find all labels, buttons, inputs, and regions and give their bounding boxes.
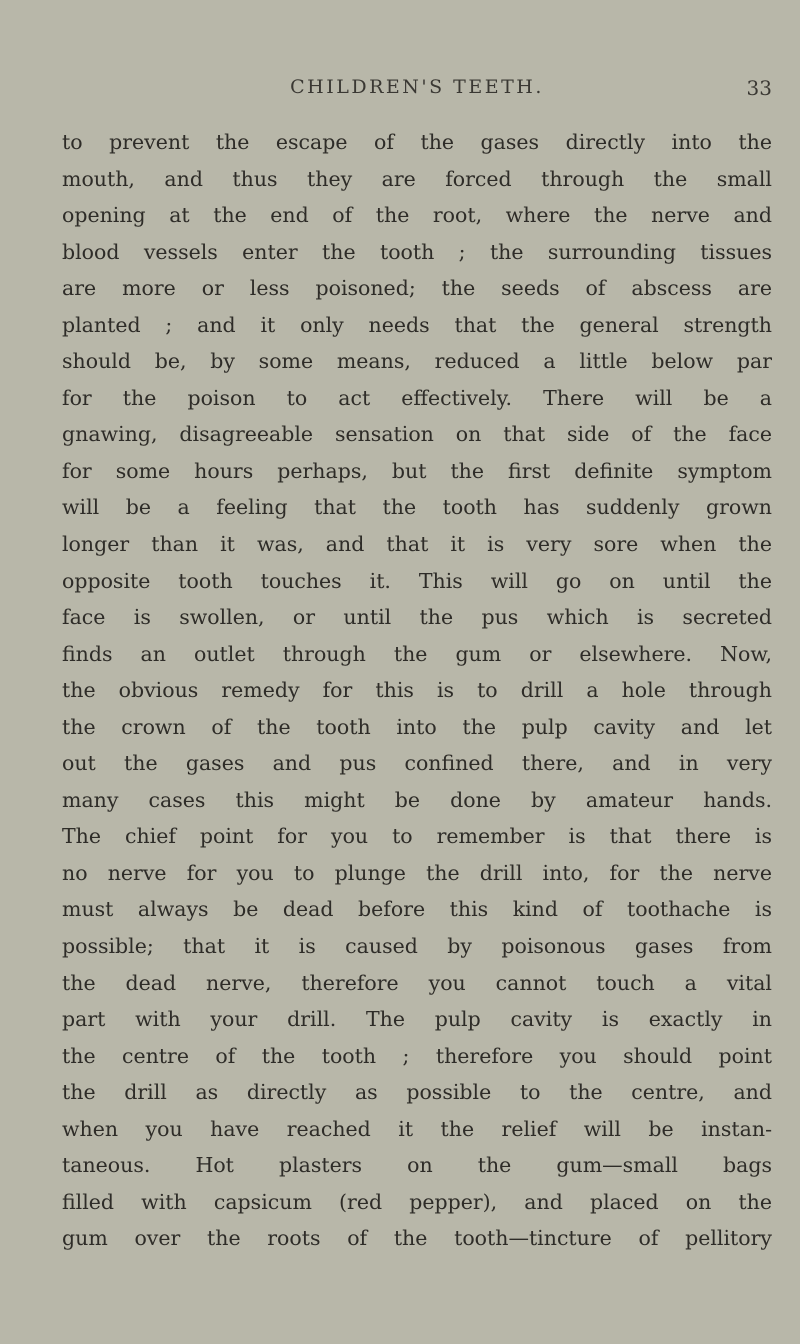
text-line: mouth, and thus they are forced through the small [62, 166, 772, 191]
text-line: possible; that it is caused by poisonous gases from [62, 934, 772, 959]
text-line: for some hours perhaps, but the first definite symptom [62, 458, 772, 483]
text-line: to prevent the escape of the gases directly into the [62, 130, 772, 154]
text-line: gnawing, disagreeable sensation on that side of the face [62, 422, 772, 447]
text-line: blood vessels enter the tooth ; the surrounding tissues [62, 239, 772, 264]
text-line: opening at the end of the root, where the nerve and [62, 203, 772, 228]
text-line: face is swollen, or until the pus which is secreted [62, 605, 772, 630]
text-line: the drill as directly as possible to the centre, and [62, 1080, 772, 1105]
text-line: finds an outlet through the gum or elsewhere. Now, [62, 641, 772, 666]
text-line: for the poison to act effectively. There will be a [62, 385, 772, 410]
text-line: planted ; and it only needs that the general strength [62, 312, 772, 337]
text-line: longer than it was, and that it is very sore when the [62, 532, 772, 557]
text-line: no nerve for you to plunge the drill into, for the nerve [62, 860, 772, 885]
text-line: opposite tooth touches it. This will go on until the [62, 568, 772, 593]
text-line: the centre of the tooth ; therefore you should point [62, 1043, 772, 1068]
text-line: filled with capsicum (red pepper), and placed on the [62, 1189, 772, 1214]
text-line: will be a feeling that the tooth has suddenly grown [62, 495, 772, 520]
text-line: must always be dead before this kind of toothache is [62, 897, 772, 922]
text-line: taneous. Hot plasters on the gum—small bags [62, 1153, 772, 1178]
page-number: 33 [746, 76, 772, 100]
text-line: should be, by some means, reduced a little below par [62, 349, 772, 374]
text-line: The chief point for you to remember is that there is [62, 824, 772, 849]
text-line: gum over the roots of the tooth—tincture of pellitory [62, 1226, 772, 1251]
text-line: the obvious remedy for this is to drill a hole through [62, 678, 772, 703]
text-line: when you have reached it the relief will be instan- [62, 1116, 772, 1141]
running-head [62, 76, 772, 112]
text-line: the dead nerve, therefore you cannot touch a vital [62, 970, 772, 995]
running-title: CHILDREN'S TEETH. [290, 76, 544, 98]
text-line: many cases this might be done by amateur hands. [62, 787, 772, 812]
text-line: are more or less poisoned; the seeds of abscess are [62, 276, 772, 301]
text-line: the crown of the tooth into the pulp cavity and let [62, 714, 772, 739]
text-line: part with your drill. The pulp cavity is exactly in [62, 1007, 772, 1032]
body-text [62, 124, 772, 1257]
text-line: out the gases and pus confined there, and in very [62, 751, 772, 776]
